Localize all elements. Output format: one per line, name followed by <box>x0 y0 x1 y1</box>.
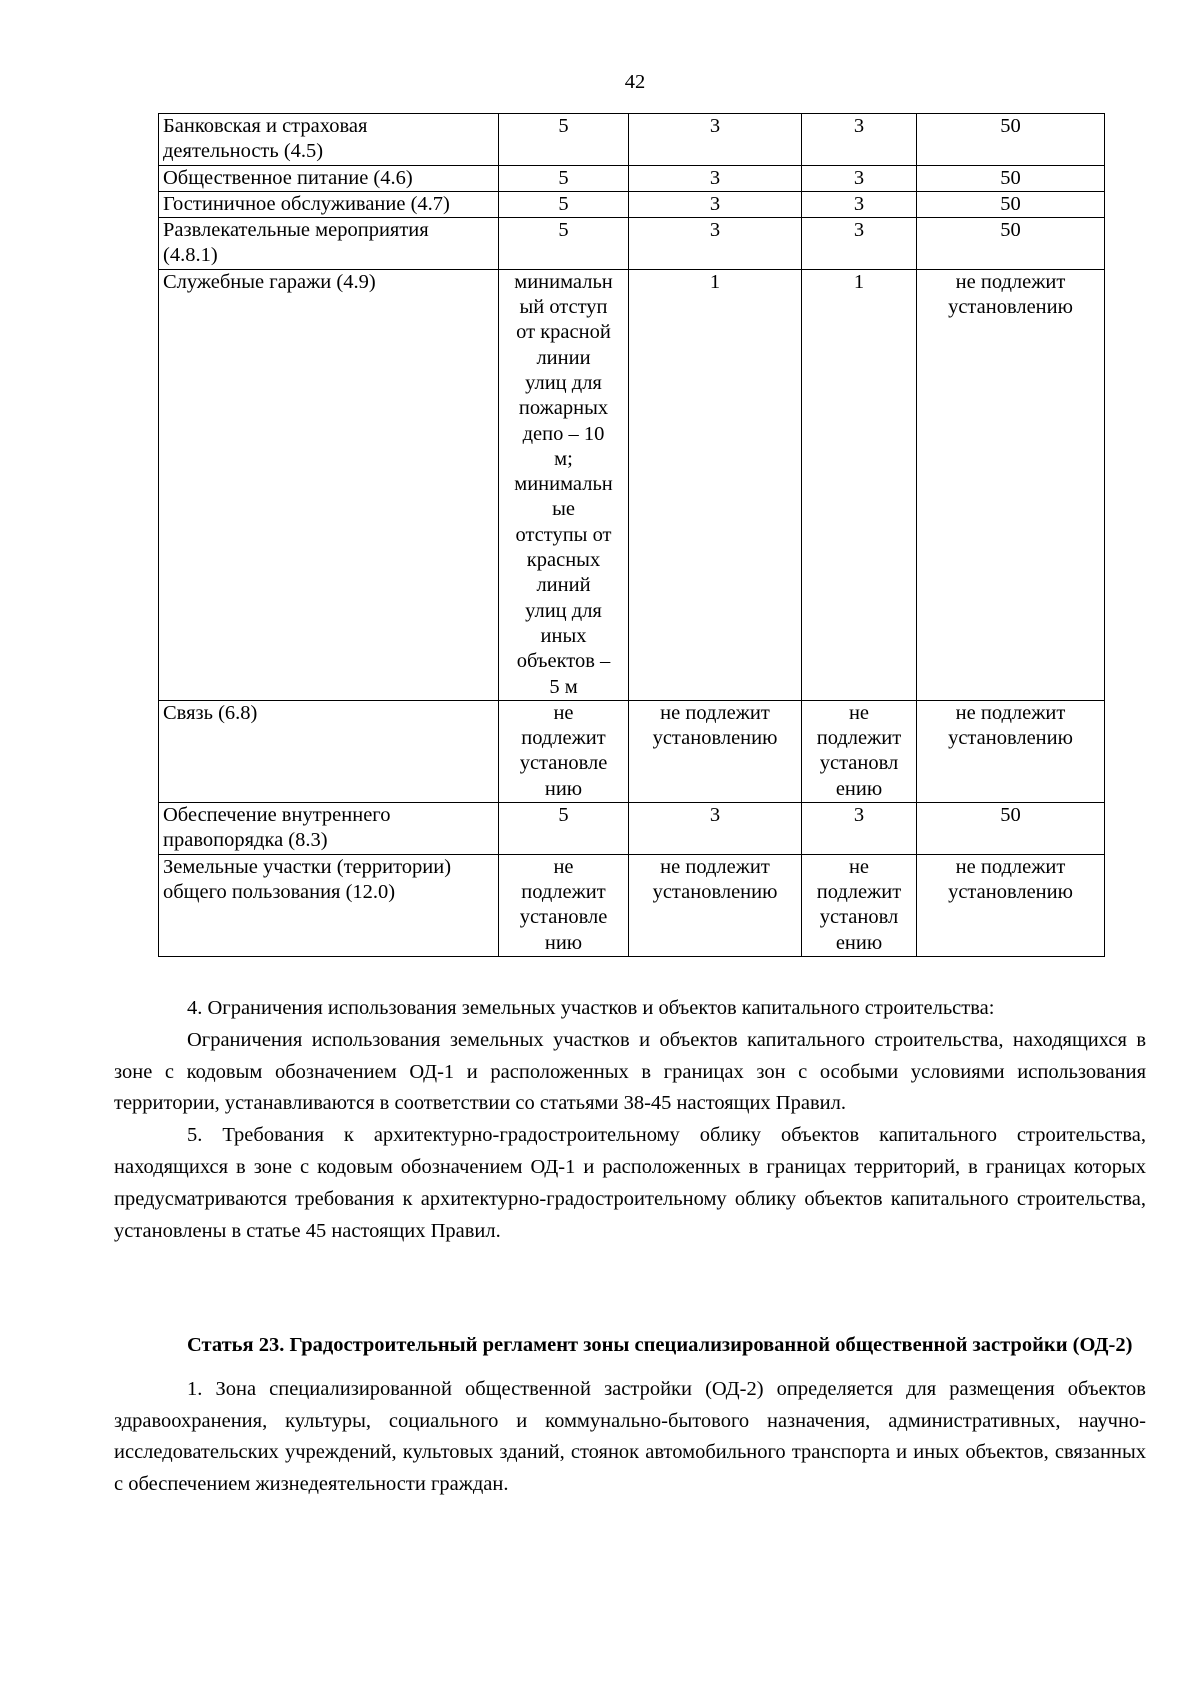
table-cell: 3 <box>629 165 802 191</box>
paragraph-4-body: Ограничения использования земельных участков и объектов капитального строительства, находящихся в зоне с кодовым обозначением ОД-1 и расположенных в границах зон с особыми условиями использования территории, устанавливаются в соответствии со статьями 38-45 настоящих Правил. <box>114 1028 1146 1115</box>
table-cell: 3 <box>629 114 802 166</box>
table-cell-use-name: Развлекательные мероприятия (4.8.1) <box>159 218 499 270</box>
table-cell-use-name: Земельные участки (территории) общего пользования (12.0) <box>159 854 499 956</box>
table-cell: 1 <box>802 269 917 700</box>
table-cell: 50 <box>917 165 1105 191</box>
table-row <box>159 218 1105 270</box>
table-cell: 5 <box>499 191 629 217</box>
table-cell: 50 <box>917 191 1105 217</box>
body-text <box>114 993 1146 1247</box>
table-cell: не подлежит установле нию <box>499 854 629 956</box>
paragraph-1: 1. Зона специализированной общественной застройки (ОД-2) определяется для размещения объектов здравоохранения, культуры, социального и коммунально-бытового назначения, административных, научно-исследовательских учреждений, культовых зданий, стоянок автомобильного транспорта и иных объектов, связанных с обеспечением жизнедеятельности граждан. <box>114 1377 1146 1496</box>
table-cell: не подлежит установлению <box>917 854 1105 956</box>
table-cell: 50 <box>917 114 1105 166</box>
table-cell: не подлежит установл ению <box>802 854 917 956</box>
table-cell-use-name: Связь (6.8) <box>159 700 499 802</box>
article-section <box>114 1330 1146 1501</box>
regulation-table <box>158 113 1105 957</box>
table-cell: 3 <box>629 191 802 217</box>
table-cell-use-name: Общественное питание (4.6) <box>159 165 499 191</box>
table-cell: минимальн ый отступ от красной линии улиц для пожарных депо – 10 м; минимальн ые отступы от красных линий улиц для иных объектов – 5 м <box>499 269 629 700</box>
table-cell: 1 <box>629 269 802 700</box>
table-cell: 5 <box>499 218 629 270</box>
table-cell: 3 <box>802 218 917 270</box>
table-row <box>159 114 1105 166</box>
table-row <box>159 854 1105 956</box>
table-cell-use-name: Служебные гаражи (4.9) <box>159 269 499 700</box>
paragraph-5: 5. Требования к архитектурно-градостроительному облику объектов капитального строительства, находящихся в зоне с кодовым обозначением ОД-1 и расположенных в границах территорий, в границах которых предусматриваются требования к архитектурно-градостроительному облику объектов капитального строительства, установлены в статье 45 настоящих Правил. <box>114 1124 1146 1242</box>
table-cell: не подлежит установле нию <box>499 700 629 802</box>
table-row <box>159 269 1105 700</box>
table-cell: 5 <box>499 114 629 166</box>
table-cell: 3 <box>802 191 917 217</box>
table-cell-use-name: Гостиничное обслуживание (4.7) <box>159 191 499 217</box>
table-cell: не подлежит установл ению <box>802 700 917 802</box>
table-cell: 5 <box>499 165 629 191</box>
table-cell: 3 <box>802 165 917 191</box>
table-cell-use-name: Банковская и страховая деятельность (4.5) <box>159 114 499 166</box>
table-cell: 3 <box>629 803 802 855</box>
table-cell: не подлежит установлению <box>917 700 1105 802</box>
table-cell: 50 <box>917 218 1105 270</box>
table-cell: не подлежит установлению <box>629 700 802 802</box>
table-cell: не подлежит установлению <box>629 854 802 956</box>
table-row <box>159 165 1105 191</box>
table-row <box>159 803 1105 855</box>
table-cell-use-name: Обеспечение внутреннего правопорядка (8.3) <box>159 803 499 855</box>
paragraph-4-title: 4. Ограничения использования земельных участков и объектов капитального строительства: <box>187 997 995 1019</box>
table-cell: 50 <box>917 803 1105 855</box>
table-row <box>159 191 1105 217</box>
article-heading: Статья 23. Градостроительный регламент зоны специализированной общественной застройки (ОД-2) <box>187 1334 1133 1356</box>
table-cell: 3 <box>802 803 917 855</box>
table-cell: не подлежит установлению <box>917 269 1105 700</box>
table-cell: 5 <box>499 803 629 855</box>
table-cell: 3 <box>802 114 917 166</box>
table-row <box>159 700 1105 802</box>
page-number: 42 <box>624 71 646 93</box>
table-cell: 3 <box>629 218 802 270</box>
